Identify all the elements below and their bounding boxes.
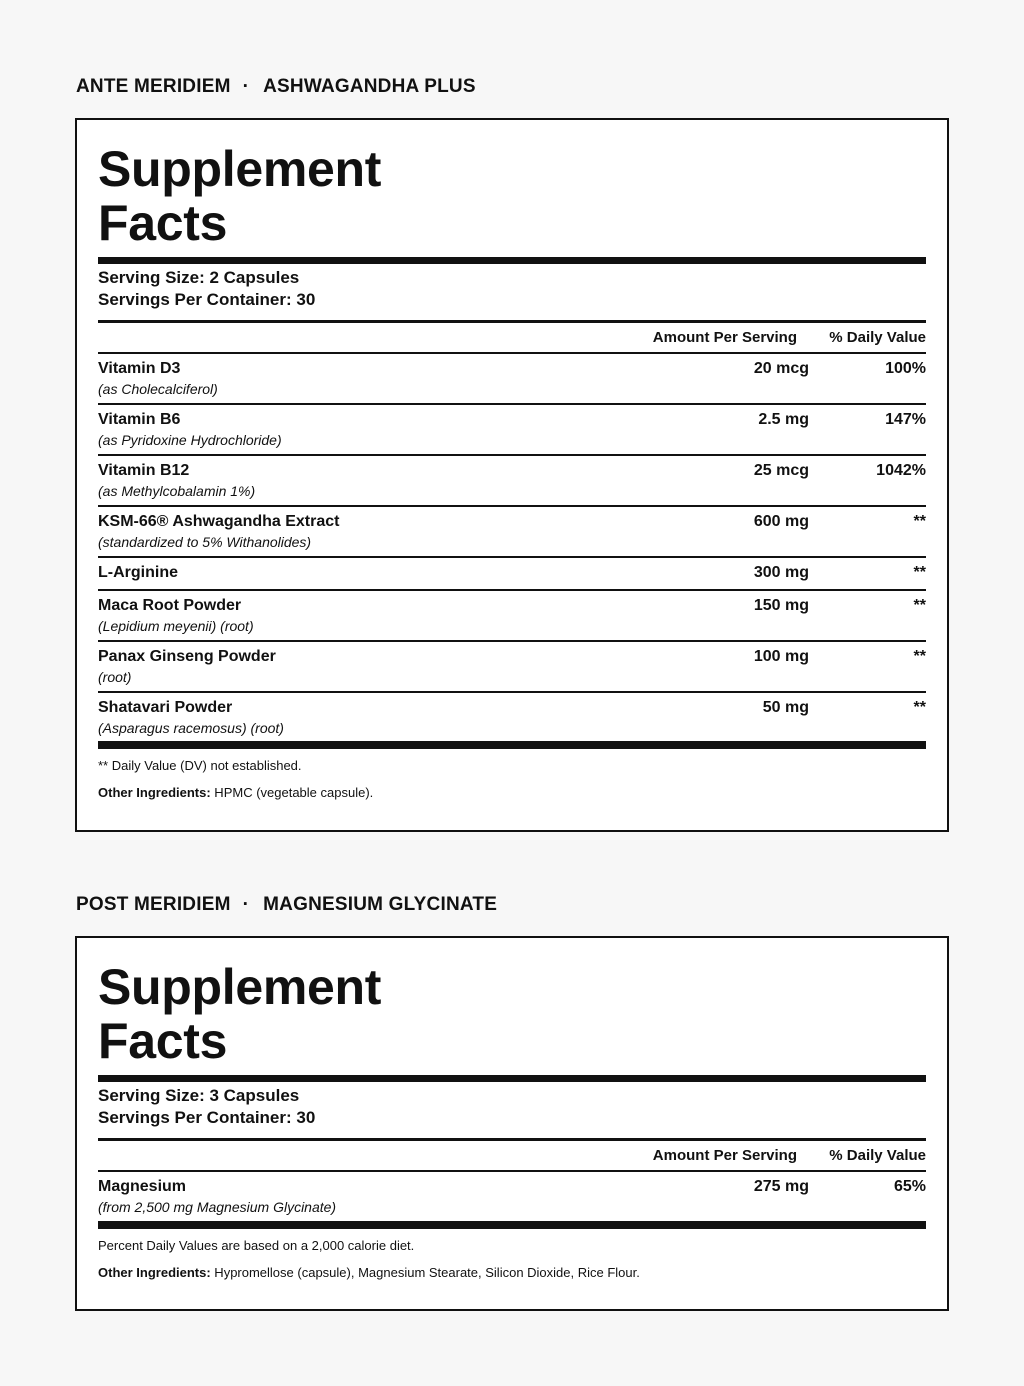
- nutrient-row: [98, 558, 926, 589]
- column-headers: [98, 1141, 926, 1171]
- nutrient-row: [98, 507, 926, 556]
- nutrient-name: Vitamin D3: [98, 360, 181, 377]
- serving-size: Serving Size: 3 Capsules: [98, 1086, 300, 1105]
- nutrient-row: [98, 642, 926, 691]
- divider-thick: [98, 257, 926, 264]
- nutrient-daily-value: **: [913, 648, 926, 665]
- nutrient-source: (from 2,500 mg Magnesium Glycinate): [98, 1199, 337, 1215]
- nutrient-daily-value: **: [913, 513, 926, 530]
- nutrient-name: L-Arginine: [98, 564, 178, 581]
- nutrient-name: KSM-66® Ashwagandha Extract: [98, 513, 340, 530]
- serving-size: Serving Size: 2 Capsules: [98, 268, 300, 287]
- col-dv-header: % Daily Value: [829, 1147, 926, 1164]
- nutrient-daily-value: 1042%: [876, 462, 926, 479]
- col-amount-header: Amount Per Serving: [652, 329, 797, 346]
- divider-thick-bottom: [98, 741, 926, 749]
- nutrient-row: [98, 693, 926, 742]
- title-separator: ·: [242, 894, 250, 915]
- divider-thick: [98, 1075, 926, 1082]
- nutrient-row: [98, 405, 926, 454]
- serving-info: [98, 1085, 315, 1129]
- other-ingredients-label: Other Ingredients:: [98, 785, 211, 800]
- time-of-day: POST MERIDIEM: [76, 894, 231, 915]
- divider-thick-bottom: [98, 1221, 926, 1229]
- nutrient-source: (Asparagus racemosus) (root): [98, 720, 284, 736]
- nutrient-source: (as Cholecalciferol): [98, 381, 218, 397]
- time-of-day: ANTE MERIDIEM: [76, 76, 231, 97]
- facts-title: [98, 960, 926, 1068]
- nutrient-row: [98, 354, 926, 403]
- other-ingredients-label: Other Ingredients:: [98, 1265, 211, 1280]
- facts-title-line1: Supplement: [98, 141, 382, 197]
- nutrient-name: Magnesium: [98, 1178, 187, 1195]
- nutrient-amount: 100 mg: [753, 648, 809, 665]
- other-ingredients-value: Hypromellose (capsule), Magnesium Stearate, Silicon Dioxide, Rice Flour.: [210, 1265, 640, 1280]
- col-dv-header: % Daily Value: [829, 329, 926, 346]
- facts-title-line2: Facts: [98, 1013, 228, 1069]
- nutrient-name: Vitamin B6: [98, 411, 181, 428]
- nutrient-amount: 150 mg: [753, 597, 809, 614]
- nutrient-amount: 50 mg: [762, 699, 809, 716]
- title-separator: ·: [242, 76, 250, 97]
- nutrient-amount: 300 mg: [753, 564, 809, 581]
- servings-per-container: Servings Per Container: 30: [98, 290, 316, 309]
- nutrient-daily-value: **: [913, 597, 926, 614]
- nutrient-source: (as Methylcobalamin 1%): [98, 483, 256, 499]
- product-name: ASHWAGANDHA PLUS: [263, 76, 476, 97]
- section-title-am: [76, 76, 476, 98]
- column-headers: [98, 323, 926, 353]
- serving-info: [98, 267, 315, 311]
- section-title-pm: [76, 894, 497, 916]
- other-ingredients: [98, 1265, 640, 1281]
- facts-title: [98, 142, 926, 250]
- nutrient-daily-value: 100%: [885, 360, 926, 377]
- supplement-facts-panel-pm: [75, 936, 949, 1311]
- nutrient-row: [98, 456, 926, 505]
- nutrient-amount: 275 mg: [753, 1178, 809, 1195]
- nutrient-row: [98, 1172, 926, 1221]
- nutrient-name: Vitamin B12: [98, 462, 190, 479]
- nutrient-source: (standardized to 5% Withanolides): [98, 534, 312, 550]
- nutrient-amount: 25 mcg: [753, 462, 809, 479]
- nutrient-name: Shatavari Powder: [98, 699, 233, 716]
- nutrient-daily-value: **: [913, 564, 926, 581]
- product-name: MAGNESIUM GLYCINATE: [263, 894, 498, 915]
- nutrient-daily-value: 65%: [893, 1178, 926, 1195]
- nutrient-source: (root): [98, 669, 132, 685]
- nutrient-amount: 20 mcg: [753, 360, 809, 377]
- dv-note: Percent Daily Values are based on a 2,000 calorie diet.: [98, 1238, 415, 1253]
- other-ingredients-value: HPMC (vegetable capsule).: [210, 785, 374, 800]
- nutrient-row: [98, 591, 926, 640]
- other-ingredients: [98, 785, 373, 801]
- nutrient-name: Maca Root Powder: [98, 597, 242, 614]
- dv-note: ** Daily Value (DV) not established.: [98, 758, 302, 773]
- nutrient-daily-value: **: [913, 699, 926, 716]
- nutrient-daily-value: 147%: [885, 411, 926, 428]
- nutrient-amount: 600 mg: [753, 513, 809, 530]
- supplement-facts-panel-am: [75, 118, 949, 832]
- nutrient-amount: 2.5 mg: [758, 411, 809, 428]
- nutrient-name: Panax Ginseng Powder: [98, 648, 276, 665]
- servings-per-container: Servings Per Container: 30: [98, 1108, 316, 1127]
- facts-title-line1: Supplement: [98, 959, 382, 1015]
- facts-title-line2: Facts: [98, 195, 228, 251]
- nutrient-source: (as Pyridoxine Hydrochloride): [98, 432, 282, 448]
- col-amount-header: Amount Per Serving: [652, 1147, 797, 1164]
- nutrient-source: (Lepidium meyenii) (root): [98, 618, 254, 634]
